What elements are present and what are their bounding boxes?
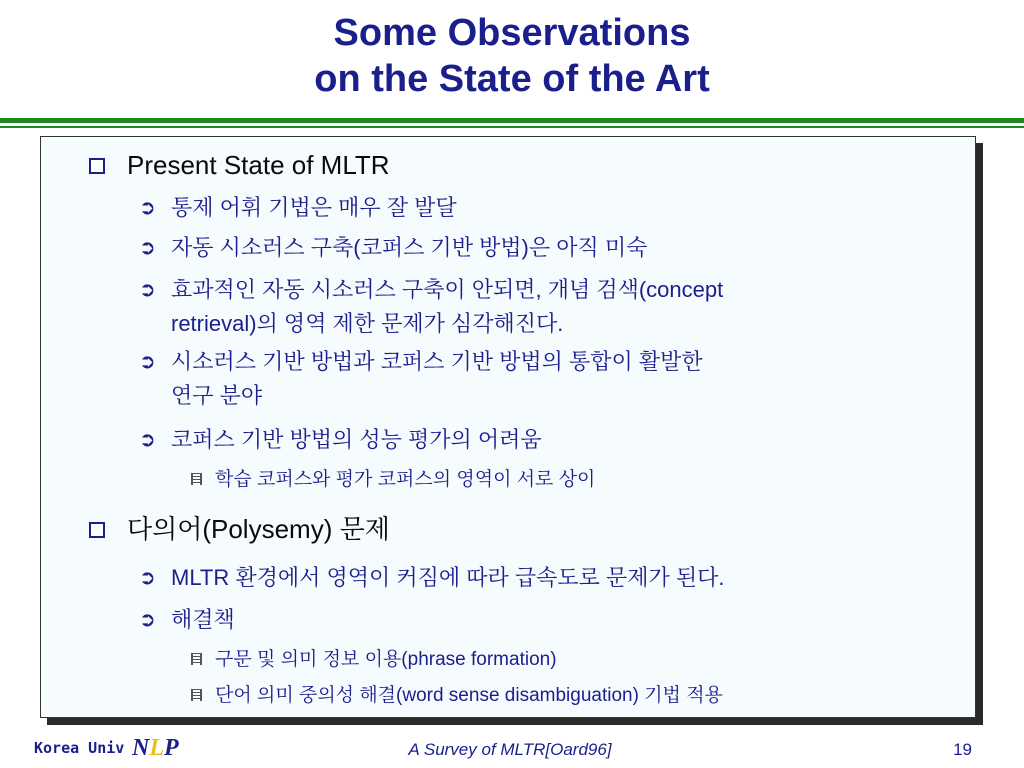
list-item-line-1: 시소러스 기반 방법과 코퍼스 기반 방법의 통합이 활발한: [171, 349, 703, 374]
dash-bullet-icon: [191, 653, 202, 665]
title-divider-thin: [0, 126, 1024, 128]
title-divider-thick: [0, 118, 1024, 123]
arrow-bullet-icon: ➲: [139, 429, 156, 451]
arrow-bullet-icon: ➲: [139, 237, 156, 259]
dash-bullet-icon: [191, 689, 202, 701]
arrow-bullet-icon: ➲: [139, 351, 156, 373]
list-item-line-2: retrieval)의 영역 제한 문제가 심각해진다.: [171, 311, 564, 336]
logo-l: L: [149, 735, 165, 761]
arrow-bullet-icon: ➲: [139, 279, 156, 301]
dash-bullet-icon: [191, 473, 202, 485]
footer-source: A Survey of MLTR[Oard96]: [408, 740, 612, 759]
logo-p: P: [164, 735, 179, 761]
logo-nlp: [132, 734, 179, 762]
arrow-bullet-icon: ➲: [139, 197, 156, 219]
page-number: 19: [953, 740, 972, 759]
list-item-line-1: 효과적인 자동 시소러스 구축이 안되면, 개념 검색(concept: [171, 277, 724, 302]
logo-text: Korea Univ: [34, 739, 125, 757]
square-bullet-icon: [89, 158, 105, 174]
arrow-bullet-icon: ➲: [139, 567, 156, 589]
title-line-2: on the State of the Art: [314, 58, 710, 100]
arrow-bullet-icon: ➲: [139, 609, 156, 631]
slide-title: [0, 10, 1024, 102]
title-line-1: Some Observations: [333, 12, 691, 54]
square-bullet-icon: [89, 522, 105, 538]
university-logo: [34, 734, 184, 762]
list-item-line-2: 연구 분야: [171, 383, 263, 408]
logo-n: N: [132, 735, 150, 761]
content-box: Present State of MLTR ➲ 통제 어휘 기법은 매우 잘 발달 ➲ 자동 시소러스 구축(코퍼스 기반 방법)은 아직 미숙 ➲ 효과적인 자동 시소러스 구축이 안되면, 개념 검색(concept retrieval)의 영역 제한 문제가 심각해진다. ➲ 시소러스 기반 방법과 코퍼스 기반 방법의 통합이 활발한 연구 분야 ➲ 코퍼스 기반 방법의 성능 평가의 어려움 학습 코퍼스와 평가 코퍼스의 영역이 서로 상이 다의어(Polysemy) 문제 ➲ MLTR 환경에서 영역이 커짐에 따라 급속도로 문제가 된다. ➲ 해결책 구문 및 의미 정보 이용(phrase formation) 단어 의미 중의성 해결(word sense disambiguation) 기법 적용: [40, 136, 976, 718]
